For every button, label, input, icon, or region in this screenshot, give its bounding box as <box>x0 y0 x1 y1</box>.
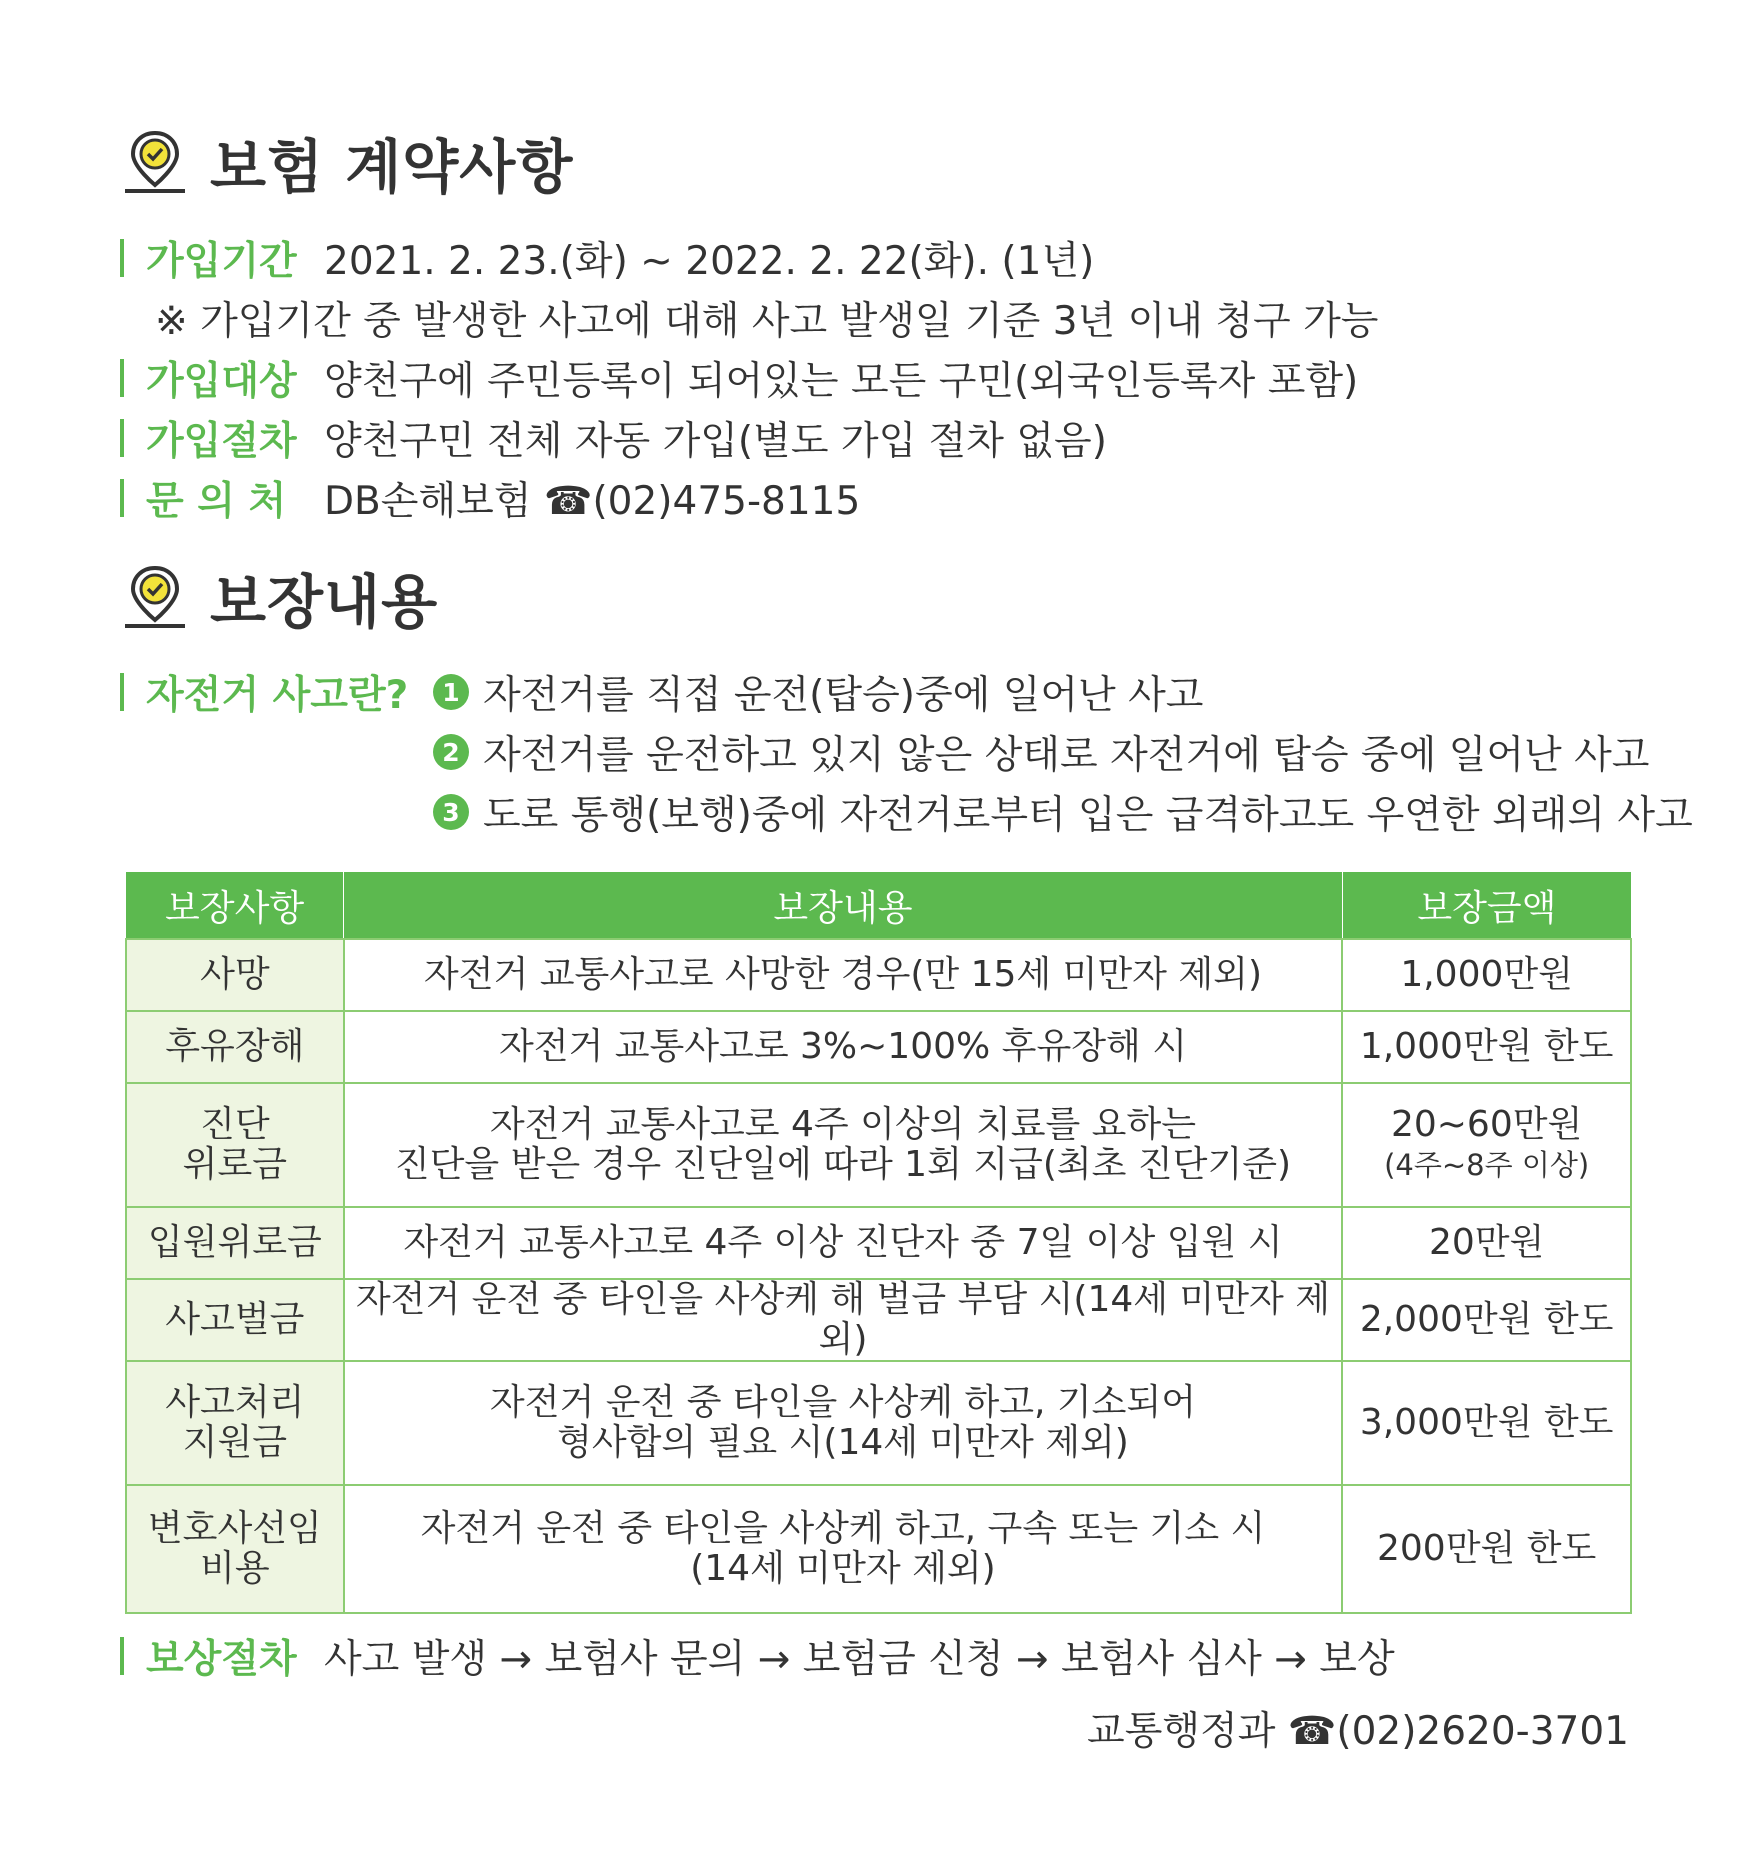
accident-item <box>433 724 1649 780</box>
number-badge: 3 <box>433 794 469 830</box>
procedure-value: 양천구민 전체 자동 가입(별도 가입 절차 없음) <box>324 419 1107 464</box>
column-header: 보장사항 <box>126 872 344 939</box>
table-row <box>126 939 1631 1011</box>
section-title: 보장내용 <box>210 568 439 636</box>
accident-definition-label <box>120 664 408 720</box>
column-header: 보장내용 <box>344 872 1343 939</box>
coverage-content: 자전거 교통사고로 3%~100% 후유장해 시 <box>344 1011 1343 1083</box>
inquiry-label: 문 의 처 <box>146 479 287 524</box>
coverage-content: 자전거 운전 중 타인을 사상케 하고, 구속 또는 기소 시 (14세 미만자 제외) <box>344 1485 1343 1613</box>
number-badge: 2 <box>433 734 469 770</box>
coverage-content: 자전거 교통사고로 사망한 경우(만 15세 미만자 제외) <box>344 939 1343 1011</box>
info-row-target <box>120 350 1358 406</box>
table-row <box>126 1485 1631 1613</box>
info-row-inquiry <box>120 470 860 526</box>
table-row <box>126 1279 1631 1361</box>
coverage-content: 자전거 교통사고로 4주 이상 진단자 중 7일 이상 입원 시 <box>344 1207 1343 1279</box>
coverage-amount: 2,000만원 한도 <box>1342 1279 1631 1361</box>
table-row <box>126 1083 1631 1207</box>
coverage-content: 자전거 운전 중 타인을 사상케 해 벌금 부담 시(14세 미만자 제외) <box>344 1279 1343 1361</box>
coverage-item: 사고벌금 <box>126 1279 344 1361</box>
coverage-item: 입원위로금 <box>126 1207 344 1279</box>
amount-note: (4주~8주 이상) <box>1384 1148 1590 1182</box>
location-pin-check-icon <box>120 127 190 197</box>
coverage-item: 변호사선임 비용 <box>126 1485 344 1613</box>
inquiry-value: DB손해보험 ☎(02)475-8115 <box>324 479 861 524</box>
info-row-compensation <box>120 1628 1395 1684</box>
coverage-amount: 200만원 한도 <box>1342 1485 1631 1613</box>
table-row <box>126 1207 1631 1279</box>
coverage-amount: 1,000만원 한도 <box>1342 1011 1631 1083</box>
coverage-amount: 1,000만원 <box>1342 939 1631 1011</box>
info-row-procedure <box>120 410 1107 466</box>
procedure-label: 가입절차 <box>146 419 297 464</box>
coverage-item: 진단 위로금 <box>126 1083 344 1207</box>
coverage-amount: 20만원 <box>1342 1207 1631 1279</box>
accident-item-text: 도로 통행(보행)중에 자전거로부터 입은 급격하고도 우연한 외래의 사고 <box>483 793 1693 838</box>
coverage-content: 자전거 교통사고로 4주 이상의 치료를 요하는 진단을 받은 경우 진단일에 따라 1회 지급(최초 진단기준) <box>344 1083 1343 1207</box>
row-marker <box>120 479 124 517</box>
period-note: ※ 가입기간 중 발생한 사고에 대해 사고 발생일 기준 3년 이내 청구 가능 <box>155 299 1379 344</box>
column-header: 보장금액 <box>1342 872 1631 939</box>
row-marker <box>120 419 124 457</box>
coverage-item: 사고처리 지원금 <box>126 1361 344 1485</box>
table-row <box>126 1361 1631 1485</box>
accident-label: 자전거 사고란? <box>146 673 409 718</box>
accident-item <box>433 784 1693 840</box>
row-marker <box>120 239 124 277</box>
accident-item-text: 자전거를 운전하고 있지 않은 상태로 자전거에 탑승 중에 일어난 사고 <box>483 733 1650 778</box>
row-marker <box>120 1637 124 1675</box>
compensation-value: 사고 발생 → 보험사 문의 → 보험금 신청 → 보험사 심사 → 보상 <box>324 1637 1395 1682</box>
table-header-row <box>126 872 1631 939</box>
row-marker <box>120 359 124 397</box>
accident-item-text: 자전거를 직접 운전(탑승)중에 일어난 사고 <box>483 673 1204 718</box>
period-value: 2021. 2. 23.(화) ~ 2022. 2. 22(화). (1년) <box>324 239 1095 284</box>
coverage-amount: 3,000만원 한도 <box>1342 1361 1631 1485</box>
coverage-item: 후유장해 <box>126 1011 344 1083</box>
table-row <box>126 1011 1631 1083</box>
section-header-coverage <box>120 555 438 639</box>
location-pin-check-icon <box>120 562 190 632</box>
section-title: 보험 계약사항 <box>210 133 574 201</box>
target-label: 가입대상 <box>146 359 297 404</box>
accident-item <box>433 664 1203 720</box>
section-header-contract <box>120 120 573 204</box>
target-value: 양천구에 주민등록이 되어있는 모든 구민(외국인등록자 포함) <box>324 359 1359 404</box>
department-contact: 교통행정과 ☎(02)2620-3701 <box>1087 1709 1629 1754</box>
row-marker <box>120 673 124 711</box>
compensation-label: 보상절차 <box>146 1637 297 1682</box>
coverage-content: 자전거 운전 중 타인을 사상케 하고, 기소되어 형사합의 필요 시(14세 미만자 제외) <box>344 1361 1343 1485</box>
info-row-period <box>120 230 1094 286</box>
number-badge: 1 <box>433 674 469 710</box>
coverage-item: 사망 <box>126 939 344 1011</box>
coverage-table <box>125 872 1632 1614</box>
coverage-amount: 20~60만원 (4주~8주 이상) <box>1342 1083 1631 1207</box>
period-label: 가입기간 <box>146 239 297 284</box>
